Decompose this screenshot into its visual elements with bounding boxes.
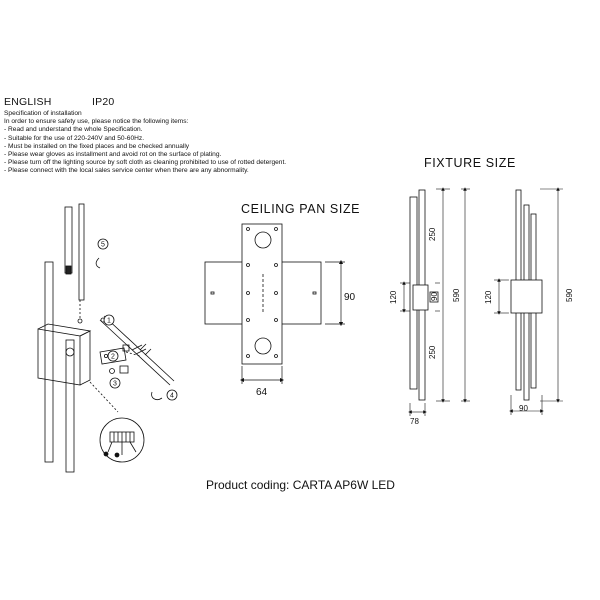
spec-line: - Read and understand the whole Specification. [4,126,143,134]
language-label: ENGLISH [4,96,52,108]
top-tube [65,207,72,273]
front-dim-total: 590 [565,288,574,302]
spec-line: Specification of installation [4,110,82,117]
front-dim-width: 90 [519,404,528,413]
rod [79,204,84,300]
spec-line: In order to ensure safety use, please notice the following items: [4,118,189,126]
front-body [511,280,542,313]
fixture-front-view [511,190,542,400]
tall-tube-right [66,340,74,472]
front-dim-body: 120 [484,290,493,304]
callout-label: 4 [170,392,174,400]
spec-line: - Please connect with the local sales service center when there are any abnormality. [4,167,249,175]
spec-line: - Must be installed on the fixed places and be checked annually [4,142,190,150]
product-coding: Product coding: CARTA AP6W LED [206,478,395,492]
fixture-size-title: FIXTURE SIZE [424,156,516,170]
side-dim-mid: 90 [430,292,439,301]
side-dim-upper: 250 [428,227,437,241]
side-body [413,285,428,310]
ceiling-pan-drawing [205,224,321,364]
spec-line: - Suitable for the use of 220-240V and 50-60Hz. [4,134,145,142]
callout-label: 1 [107,317,111,325]
side-dim-body: 120 [389,290,398,304]
tall-tube-left [45,262,53,462]
pan-dim-height: 90 [344,292,356,303]
callout-label: 3 [113,380,117,388]
spec-line: - Please wear gloves as installment and avoid rot on the surface of plating. [4,151,222,159]
callout-label: 2 [111,353,115,361]
side-dim-depth: 78 [410,417,419,426]
pan-dim-width: 64 [256,387,268,398]
side-dim-lower: 250 [428,345,437,359]
ceiling-pan-title: CEILING PAN SIZE [241,202,361,216]
spec-line: - Please turn off the lighting source by soft cloth as cleaning prohibited to use of rotted detergent. [4,159,287,167]
callout-label: 5 [101,241,105,249]
pan-vertical-plate [242,224,282,364]
side-dim-total: 590 [452,288,461,302]
ip-rating: IP20 [92,96,115,108]
